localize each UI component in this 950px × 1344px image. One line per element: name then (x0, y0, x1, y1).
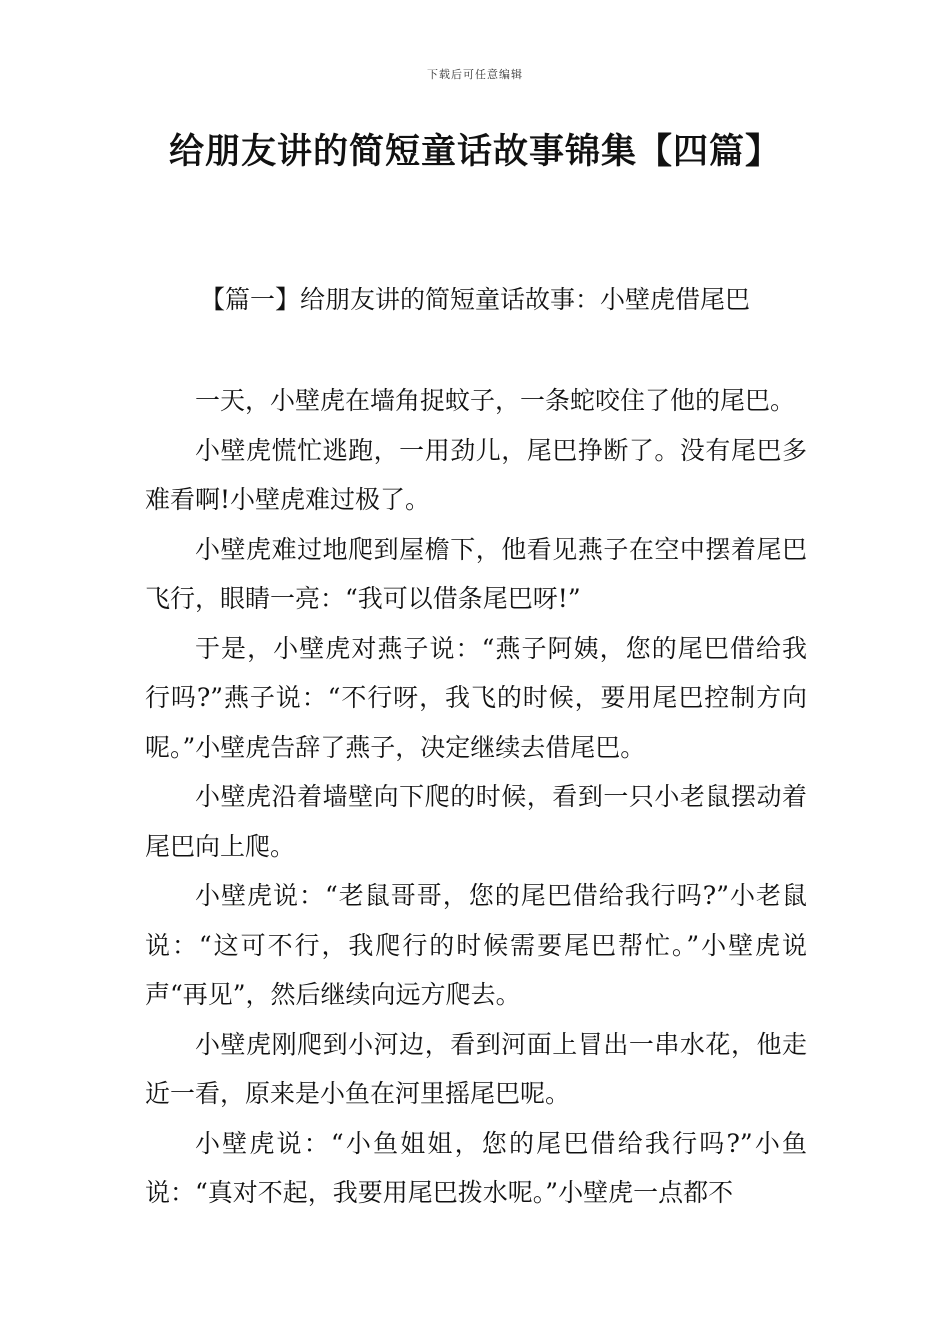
paragraph: 于是，小壁虎对燕子说：“燕子阿姨，您的尾巴借给我行吗?”燕子说：“不行呀，我飞的时候，要用尾巴控制方向呢。”小壁虎告辞了燕子，决定继续去借尾巴。 (145, 633, 807, 762)
paragraph: 小壁虎沿着墙壁向下爬的时候，看到一只小老鼠摆动着尾巴向上爬。 (145, 782, 807, 861)
paragraph: 小壁虎难过地爬到屋檐下，他看见燕子在空中摆着尾巴飞行，眼睛一亮：“我可以借条尾巴呀!” (145, 534, 807, 613)
header-note: 下载后可任意编辑 (427, 68, 523, 81)
paragraph: 小壁虎说：“小鱼姐姐，您的尾巴借给我行吗?”小鱼说：“真对不起，我要用尾巴拨水呢。”小壁虎一点都不 (145, 1128, 807, 1207)
paragraph: 小壁虎说：“老鼠哥哥，您的尾巴借给我行吗?”小老鼠说：“这可不行，我爬行的时候需要尾巴帮忙。”小壁虎说声“再见”，然后继续向远方爬去。 (145, 881, 807, 1009)
story-body (145, 376, 807, 1218)
paragraph: 一天，小壁虎在墙角捉蚊子，一条蛇咬住了他的尾巴。 (195, 386, 796, 415)
paragraph: 小壁虎刚爬到小河边，看到河面上冒出一串水花，他走近一看，原来是小鱼在河里摇尾巴呢。 (145, 1029, 807, 1108)
document-title: 给朋友讲的简短童话故事锦集【四篇】 (168, 132, 781, 172)
section-title: 【篇一】给朋友讲的简短童话故事：小壁虎借尾巴 (199, 285, 750, 314)
paragraph: 小壁虎慌忙逃跑，一用劲儿，尾巴挣断了。没有尾巴多难看啊!小壁虎难过极了。 (145, 435, 807, 514)
